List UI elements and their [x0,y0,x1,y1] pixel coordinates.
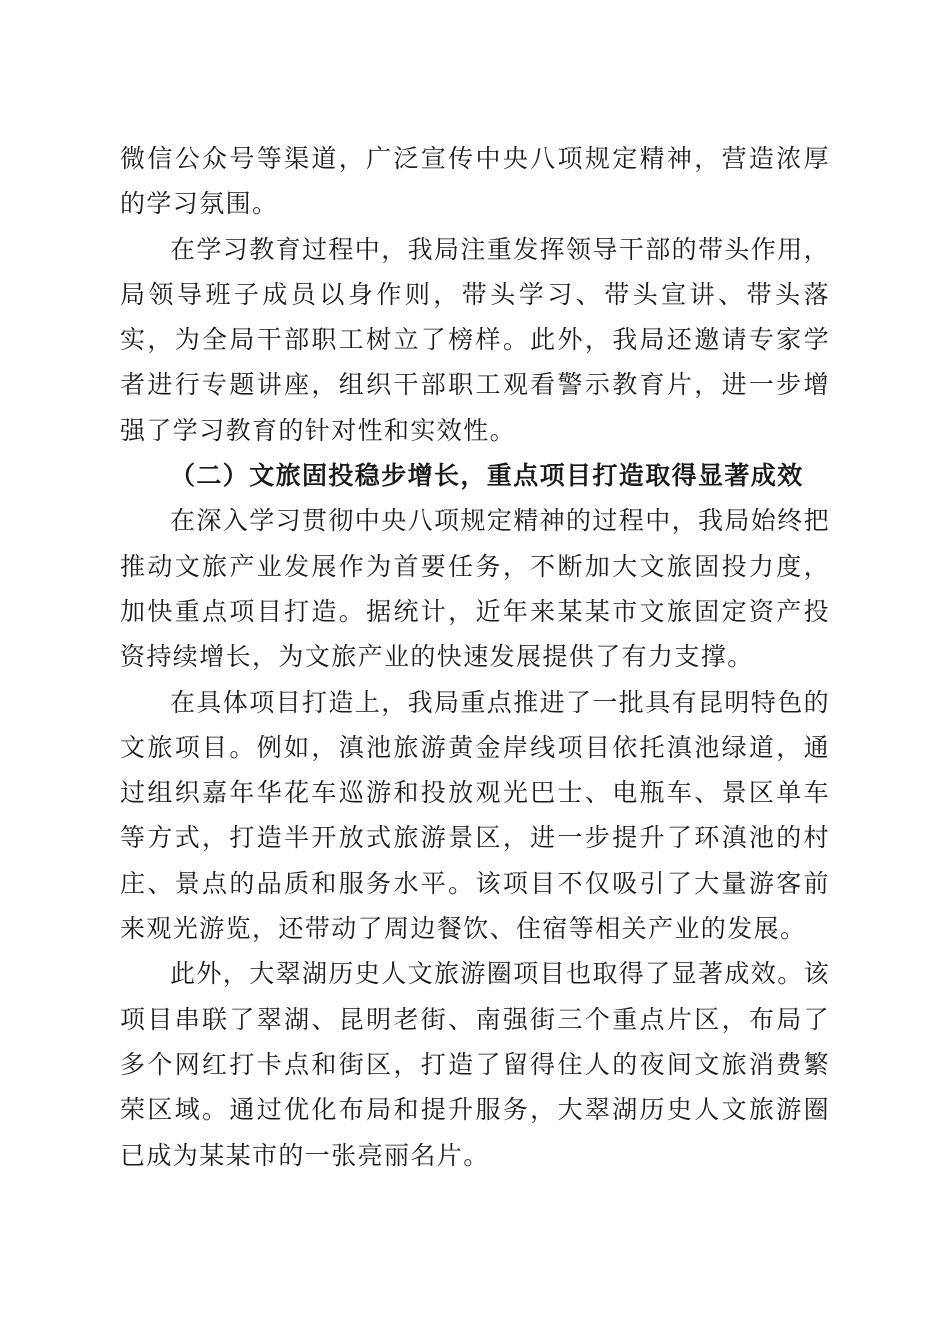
paragraph-dianchi-project: 在具体项目打造上，我局重点推进了一批具有昆明特色的文旅项目。例如，滇池旅游黄金岸线项目依托滇池绿道，通过组织嘉年华花车巡游和投放观光巴士、电瓶车、景区单车等方式，打造半开放式旅游景区，进一步提升了环滇池的村庄、景点的品质和服务水平。该项目不仅吸引了大量游客前来观光游览，还带动了周边餐饮、住宿等相关产业的发展。 [120,687,831,944]
document-body [120,136,830,1178]
paragraph-cuihu-project: 此外，大翠湖历史人文旅游圈项目也取得了显著成效。该项目串联了翠湖、昆明老街、南强街三个重点片区，布局了多个网红打卡点和街区，打造了留得住人的夜间文旅消费繁荣区域。通过优化布局和提升服务，大翠湖历史人文旅游圈已成为某某市的一张亮丽名片。 [120,959,831,1170]
paragraph-investment-growth: 在深入学习贯彻中央八项规定精神的过程中，我局始终把推动文旅产业发展作为首要任务，不断加大文旅固投力度，加快重点项目打造。据统计，近年来某某市文旅固定资产投资持续增长，为文旅产业的快速发展提供了有力支撑。 [120,506,831,672]
section-heading: （二）文旅固投稳步增长，重点项目打造取得显著成效 [170,461,804,491]
paragraph-leadership-example: 在学习教育过程中，我局注重发挥领导干部的带头作用，局领导班子成员以身作则，带头学习、带头宣讲、带头落实，为全局干部职工树立了榜样。此外，我局还邀请专家学者进行专题讲座，组织干部职工观看警示教育片，进一步增强了学习教育的针对性和实效性。 [120,234,831,445]
paragraph-continuation: 微信公众号等渠道，广泛宣传中央八项规定精神，营造浓厚的学习氛围。 [120,144,830,219]
